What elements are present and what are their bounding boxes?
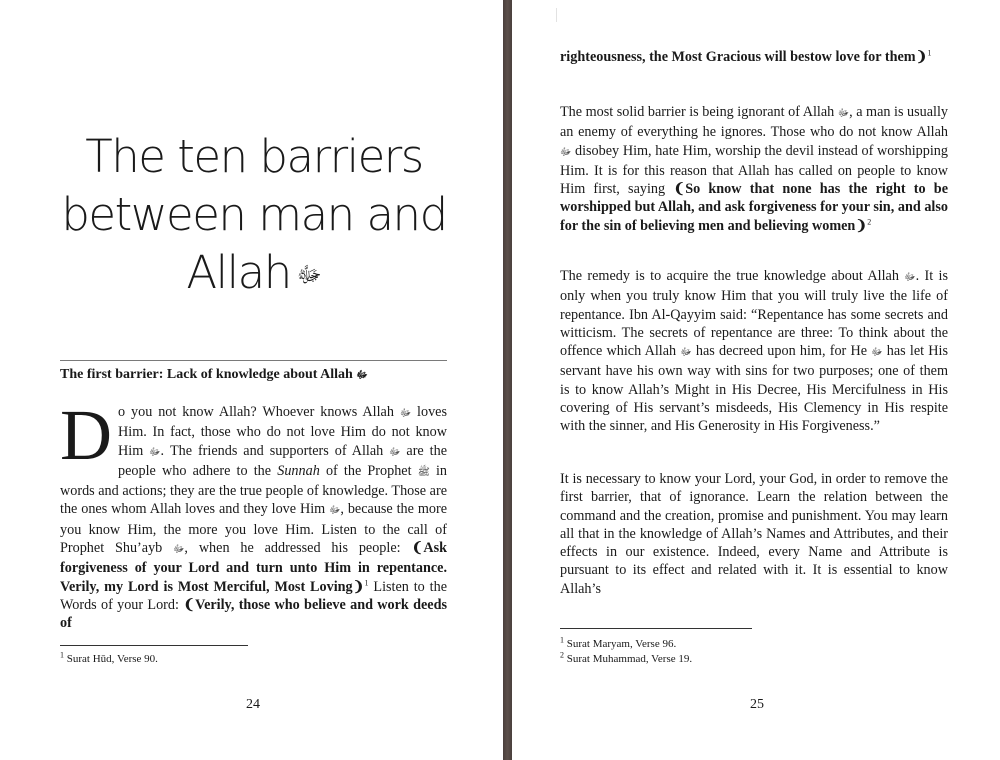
body-text: , a man is usually an enemy of everything he ignores. Those who do not know Allah <box>560 104 948 141</box>
section-heading-text: The first barrier: Lack of knowledge about Allah <box>60 367 353 382</box>
chapter-title <box>60 128 448 305</box>
body-text: of the Prophet <box>319 462 418 479</box>
footnote-rule <box>60 645 248 646</box>
prophet-honorific-icon: ﷻ <box>173 544 185 556</box>
footnote-number: 1 <box>560 635 564 645</box>
honorific-icon: ﷻ <box>389 446 401 458</box>
footnote-text: Surat Hūd, Verse 90. <box>66 653 158 665</box>
right-paragraph-3 <box>560 267 948 436</box>
right-paragraph-1 <box>560 48 948 66</box>
footnote <box>560 637 676 651</box>
footnote-reference: 1 <box>927 48 932 58</box>
section-heading <box>60 367 455 383</box>
title-line-2: between man and <box>61 188 447 241</box>
body-text: disobey Him, hate Him, worship the devil instead of worshipping Him. It is for this reason that Allah has called on people to know Him first, saying <box>560 142 948 198</box>
body-text: The most solid barrier is being ignorant of Allah <box>560 104 838 120</box>
footnote-number: 2 <box>560 650 564 660</box>
honorific-icon: ﷻ <box>871 347 883 359</box>
right-paragraph-4: It is necessary to know your Lord, your God, in order to remove the first barrier, that of ignorance. Learn the relation between the command and the creation, promise and punishment. You may learn all that in the knowledge of Allah’s Names and Attributes, and their effects in our existence. Indeed, every Name and Attribute is pursuant to its effect and related with it. It is essential to know Allah’s <box>560 471 948 597</box>
right-paragraph-2 <box>560 103 948 235</box>
body-text: , when he addressed his people: <box>184 540 412 557</box>
body-text: , because the more you know Him, the more you love Him. Listen to the call of Prophet Shu’ayb <box>60 501 447 557</box>
body-text: in words and actions; they are the true people of knowledge. Those are the ones whom Allah loves and they love Him <box>60 462 447 518</box>
body-text: has let His servant have his own way with sins for two purposes; one of them is to know Allah’s Might in His Decree, His Mercifulness in His covering of His servant’s misdeeds, His Clemency in His respite with the sinner, and His Generosity in His Forgiveness.” <box>560 343 948 435</box>
honorific-calligraphy-icon: ﷻ <box>296 263 322 288</box>
footnote-text: Surat Maryam, Verse 96. <box>566 638 677 650</box>
body-text: Listen to the Words of your Lord: <box>60 578 447 613</box>
page-number: 24 <box>246 697 260 712</box>
left-body-paragraph <box>60 395 448 633</box>
honorific-icon: ﷻ <box>356 370 368 381</box>
prophet-honorific-icon: ﷺ <box>417 466 430 478</box>
footnote-number: 1 <box>60 650 64 660</box>
quran-quote: ❨Ask forgiveness of your Lord and turn unto Him in repentance. Verily, my Lord is Most Merciful, Most Loving❩ <box>60 540 447 595</box>
honorific-icon: ﷻ <box>329 505 341 517</box>
title-line-3 <box>60 244 448 305</box>
honorific-icon: ﷻ <box>399 408 412 419</box>
margin-mark <box>556 8 557 22</box>
honorific-icon: ﷻ <box>560 146 572 158</box>
body-text: The remedy is to acquire the true knowledge about Allah <box>560 268 905 284</box>
drop-cap: D <box>60 395 112 475</box>
honorific-icon: ﷻ <box>904 272 916 283</box>
body-text: loves Him. In fact, those who do not love Him do not know Him <box>118 404 447 459</box>
footnote-reference: 2 <box>867 217 872 227</box>
title-line-1: The ten barriers <box>85 130 423 183</box>
body-text: are the people who adhere to the <box>118 442 447 479</box>
footnote-reference: 1 <box>364 577 369 587</box>
footnote <box>60 652 158 666</box>
body-text: . It is only when you truly know Him that you will truly live the life of repentance. Ibn Al-Qayyim said: “Repentance has some secrets and witticism. The secrets of repentance are three: To think about the offence which Allah <box>560 268 948 360</box>
italic-term: Sunnah <box>277 462 320 479</box>
quran-quote: ❨Verily, those who believe and work deeds of <box>60 596 448 632</box>
book-spine-gutter <box>503 0 512 760</box>
body-text: . The friends and supporters of Allah <box>160 442 390 459</box>
honorific-icon: ﷻ <box>149 446 161 458</box>
body-text: o you not know Allah? Whoever knows Allah <box>118 404 400 420</box>
title-line-3-text: Allah <box>186 246 291 299</box>
honorific-icon: ﷻ <box>680 347 692 359</box>
honorific-icon: ﷻ <box>837 108 850 119</box>
footnote-text: Surat Muhammad, Verse 19. <box>566 653 693 665</box>
section-divider <box>60 360 447 361</box>
footnote <box>560 652 692 666</box>
quran-quote: ❨So know that none has the right to be worshipped but Allah, and ask forgiveness for your sin, and also for the sin of believing men and believing women❩ <box>560 181 948 234</box>
footnote-rule <box>560 628 752 629</box>
page-number: 25 <box>750 697 764 712</box>
body-text: has decreed upon him, for He <box>691 343 872 360</box>
quran-quote: righteousness, the Most Gracious will bestow love for them❩ <box>560 49 928 65</box>
